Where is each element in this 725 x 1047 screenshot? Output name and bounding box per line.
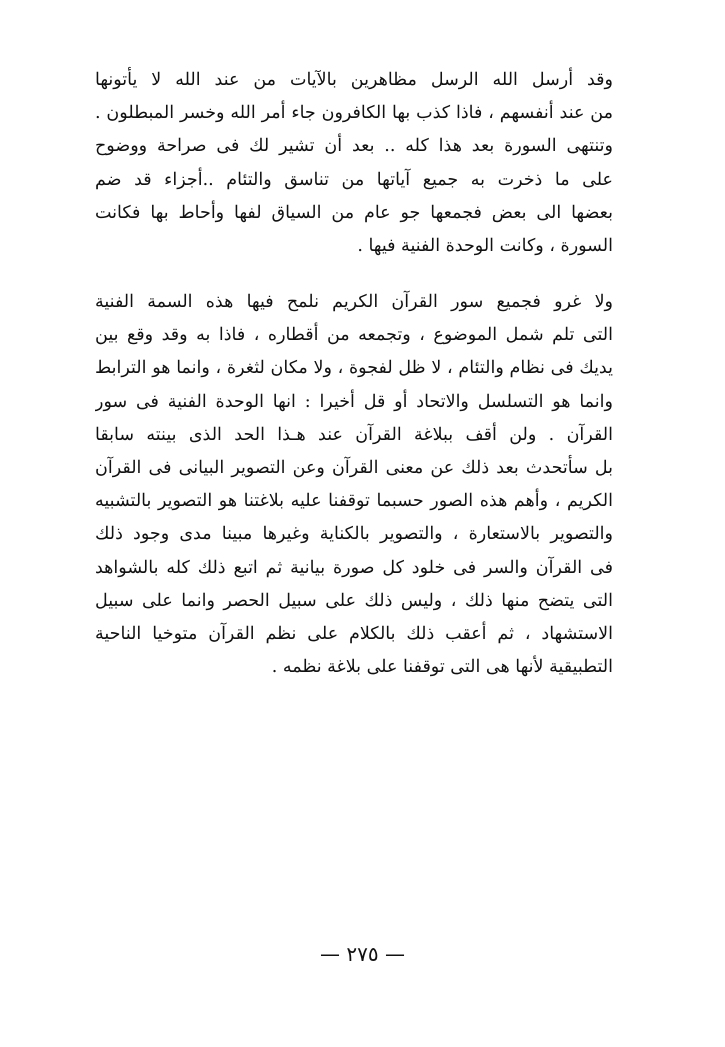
text-line: التطبيقية لأنها هى التى توقفنا على بلاغة نظمه .: [271, 657, 613, 678]
text-line: يديك فى نظام والتئام ، لا ظل لفجوة ، ولا مكان لثغرة ، وانما هو الترابط: [95, 358, 613, 379]
paragraph-1: [95, 64, 613, 263]
text-line: بعضها الى بعض فجمعها جو عام من السياق لفها وأحاط بها فكانت: [95, 202, 613, 223]
page-number: — ٢٧٥ —: [320, 942, 405, 966]
text-line: الكريم ، وأهم هذه الصور حسبما توقفنا عليه بلاغتنا هو التصوير بالتشبيه: [95, 491, 613, 512]
text-line: والتصوير بالاستعارة ، والتصوير بالكناية وغيرها مبينا مدى وجود ذلك: [95, 524, 613, 545]
text-line: بل سأتحدث بعد ذلك عن معنى القرآن وعن التصوير البيانى فى القرآن: [95, 457, 613, 478]
text-line: القرآن . ولن أقف ببلاغة القرآن عند هـذا الحد الذى بينته سابقا: [95, 424, 613, 445]
text-line: السورة ، وكانت الوحدة الفنية فيها .: [357, 235, 613, 256]
text-line: فى القرآن والسر فى خلود كل صورة بيانية ثم اتبع ذلك كله بالشواهد: [95, 557, 613, 578]
text-line: الاستشهاد ، ثم أعقب ذلك بالكلام على نظم القرآن متوخيا الناحية: [95, 623, 613, 644]
text-line: وقد أرسل الله الرسل مظاهرين بالآيات من عند الله لا يأتونها: [95, 70, 613, 90]
text-line: ولا غرو فجميع سور القرآن الكريم نلمح فيها هذه السمة الفنية: [95, 292, 613, 312]
paragraph-2: [95, 286, 613, 684]
text-line: التى تلم شمل الموضوع ، وتجمعه من أقطاره ، فاذا به وقد وقع بين: [95, 325, 613, 346]
text-line: وانما هو التسلسل والاتحاد أو قل أخيرا : انها الوحدة الفنية فى سور: [95, 391, 613, 412]
text-line: وتنتهى السورة بعد هذا كله .. بعد أن تشير لك فى صراحة ووضوح: [95, 136, 613, 157]
text-line: على ما ذخرت به جميع آياتها من تناسق والتئام ..أجزاء قد ضم: [95, 169, 613, 190]
text-line: التى يتضح منها ذلك ، وليس ذلك على سبيل الحصر وانما على سبيل: [95, 590, 613, 611]
text-line: من عند أنفسهم ، فاذا كذب بها الكافرون جاء أمر الله وخسر المبطلون .: [95, 103, 613, 124]
